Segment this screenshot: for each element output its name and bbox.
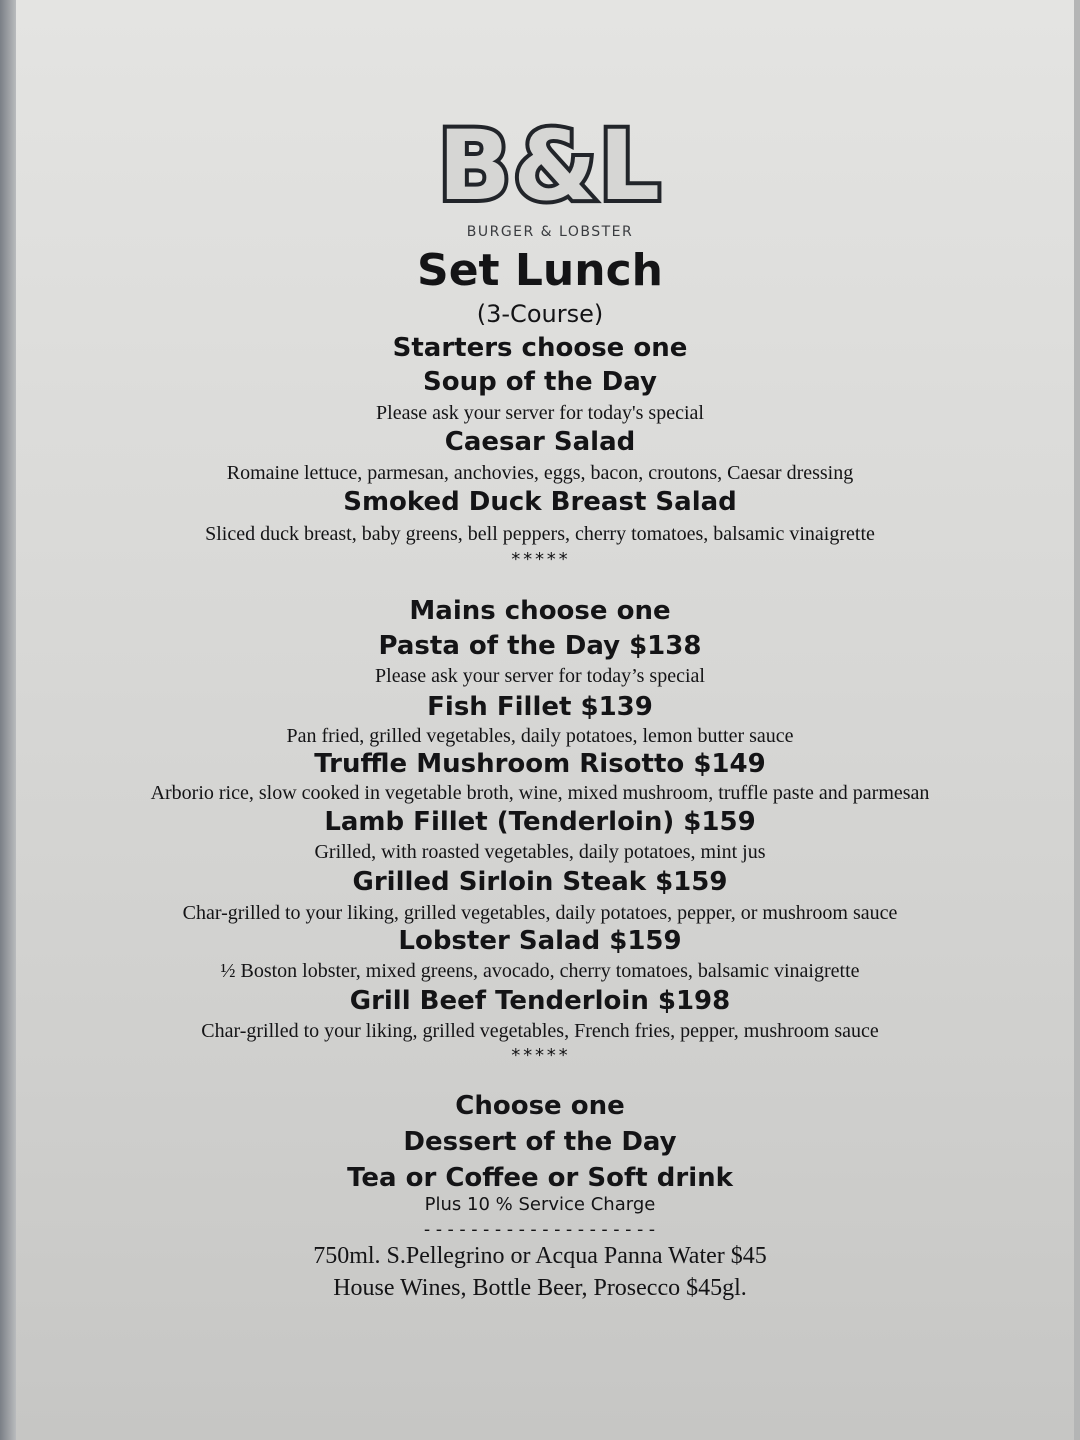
main-description: Grilled, with roasted vegetables, daily potatoes, mint jus — [314, 841, 766, 863]
starter-name: Soup of the Day — [423, 367, 657, 397]
service-charge-note: Plus 10 % Service Charge — [424, 1194, 656, 1215]
main-name: Lobster Salad $159 — [398, 926, 682, 956]
starter-description: Sliced duck breast, baby greens, bell peppers, cherry tomatoes, balsamic vinaigrette — [205, 523, 875, 545]
main-description: Arborio rice, slow cooked in vegetable broth, wine, mixed mushroom, truffle paste and parmesan — [150, 782, 930, 804]
starter-description: Please ask your server for today's special — [376, 402, 704, 424]
extra-item: House Wines, Bottle Beer, Prosecco $45gl. — [333, 1275, 747, 1301]
main-name: Grilled Sirloin Steak $159 — [352, 867, 728, 897]
section-divider: ***** — [510, 549, 570, 570]
main-description: Pan fried, grilled vegetables, daily potatoes, lemon butter sauce — [286, 725, 794, 747]
main-description: Char-grilled to your liking, grilled vegetables, daily potatoes, pepper, or mushroom sauce — [182, 902, 898, 924]
starters-heading: Starters choose one — [392, 333, 688, 363]
dessert-item: Dessert of the Day — [403, 1127, 677, 1157]
main-description: Char-grilled to your liking, grilled vegetables, French fries, pepper, mushroom sauce — [201, 1020, 879, 1042]
main-description: Please ask your server for today’s special — [375, 665, 705, 687]
main-name: Grill Beef Tenderloin $198 — [349, 986, 731, 1016]
section-divider: ***** — [510, 1045, 570, 1066]
main-name: Pasta of the Day $138 — [378, 631, 702, 661]
logo-subtitle: BURGER & LOBSTER — [466, 224, 634, 240]
main-description: ½ Boston lobster, mixed greens, avocado, cherry tomatoes, balsamic vinaigrette — [220, 960, 860, 982]
dashed-divider: -------------------- — [421, 1219, 659, 1240]
dessert-item: Tea or Coffee or Soft drink — [347, 1163, 733, 1193]
menu-subtitle: (3-Course) — [476, 300, 604, 328]
main-name: Truffle Mushroom Risotto $149 — [314, 749, 766, 779]
mains-heading: Mains choose one — [409, 596, 671, 626]
menu-title: Set Lunch — [417, 245, 663, 296]
main-name: Lamb Fillet (Tenderloin) $159 — [324, 807, 756, 837]
starter-name: Smoked Duck Breast Salad — [343, 487, 737, 517]
dessert-heading: Choose one — [455, 1091, 625, 1121]
main-name: Fish Fillet $139 — [427, 692, 653, 722]
starter-description: Romaine lettuce, parmesan, anchovies, eggs, bacon, croutons, Caesar dressing — [226, 462, 854, 484]
extra-item: 750ml. S.Pellegrino or Acqua Panna Water $45 — [313, 1243, 767, 1269]
logo-mark: B&L — [437, 110, 663, 222]
starter-name: Caesar Salad — [444, 427, 636, 457]
